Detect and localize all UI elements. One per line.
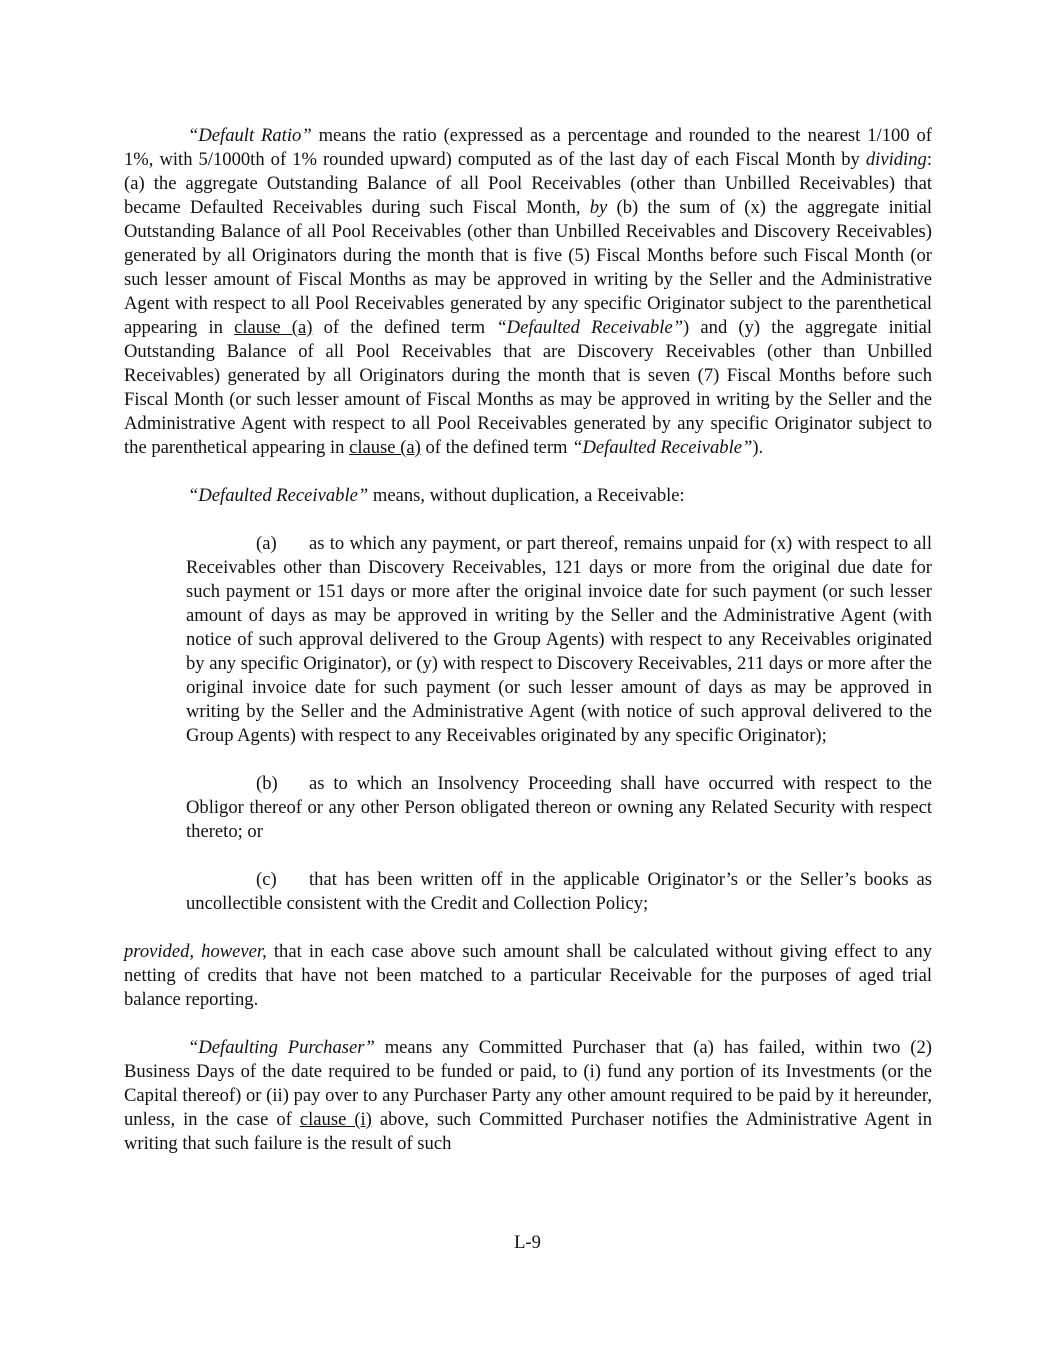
clause-a-reference: clause (a) xyxy=(234,317,313,338)
page-number: L-9 xyxy=(514,1232,541,1253)
defaulted-receivable-term: “Defaulted Receivable” xyxy=(188,485,369,506)
defaulted-receivable-item-b: (b) as to which an Insolvency Proceeding shall have occurred with respect to the Obligor thereof or any other Person obligated thereon or owning any Related Security with respect thereto; or xyxy=(186,773,932,842)
defaulted-receivable-item-c: (c) that has been written off in the applicable Originator’s or the Seller’s books as uncollectible consistent with the Credit and Collection Policy; xyxy=(186,869,932,914)
default-ratio-term: “Default Ratio” xyxy=(188,125,312,146)
proviso-paragraph: provided, however, that in each case above such amount shall be calculated without giving effect to any netting of credits that have not been matched to a particular Receivable for the purposes of aged trial balance reporting. xyxy=(124,941,932,1010)
item-label: (a) xyxy=(256,533,277,554)
defaulting-purchaser-paragraph: “Defaulting Purchaser” means any Committed Purchaser that (a) has failed, within two (2) Business Days of the date required to be funded or paid, to (i) fund any portion of its Investments (or the Capital thereof) or (ii) pay over to any Purchaser Party any other amount required to be paid by it hereunder, unless, in the case of clause (i) above, such Committed Purchaser notifies the Administrative Agent in writing that such failure is the result of such xyxy=(124,1037,932,1154)
defaulting-purchaser-term: “Defaulting Purchaser” xyxy=(188,1037,375,1058)
document-page xyxy=(124,124,932,1156)
default-ratio-paragraph: “Default Ratio” means the ratio (expressed as a percentage and rounded to the nearest 1/100 of 1%, with 5/1000th of 1% rounded upward) computed as of the last day of each Fiscal Month by dividing: (a) the aggregate Outstanding Balance of all Pool Receivables (other than Unbilled Receivables) that became Defaulted Receivables during such Fiscal Month, by (b) the sum of (x) the aggregate initial Outstanding Balance of all Pool Receivables (other than Unbilled Receivables and Discovery Receivables) generated by all Originators during the month that is five (5) Fiscal Months before such Fiscal Month (or such lesser amount of Fiscal Months as may be approved in writing by the Seller and the Administrative Agent with respect to all Pool Receivables generated by any specific Originator subject to the parenthetical appearing in clause (a) of the defined term “Defaulted Receivable”) and (y) the aggregate initial Outstanding Balance of all Pool Receivables that are Discovery Receivables (other than Unbilled Receivables) generated by all Originators during the month that is seven (7) Fiscal Months before such Fiscal Month (or such lesser amount of Fiscal Months as may be approved in writing by the Seller and the Administrative Agent with respect to all Pool Receivables generated by any specific Originator subject to the parenthetical appearing in clause (a) of the defined term “Defaulted Receivable”). xyxy=(124,125,932,458)
clause-i-reference: clause (i) xyxy=(299,1109,372,1130)
item-label: (c) xyxy=(256,869,277,890)
clause-a-reference: clause (a) xyxy=(349,437,421,458)
item-label: (b) xyxy=(256,773,278,794)
defaulted-receivable-item-a: (a) as to which any payment, or part thereof, remains unpaid for (x) with respect to all Receivables other than Discovery Receivables, 121 days or more from the original due date for such payment or 151 days or more after the original invoice date for such payment (or such lesser amount of days as may be approved in writing by the Seller and the Administrative Agent (with notice of such approval delivered to the Group Agents) with respect to any Receivables originated by any specific Originator), or (y) with respect to Discovery Receivables, 211 days or more after the original invoice date for such payment (or such lesser amount of days as may be approved in writing by the Seller and the Administrative Agent (with notice of such approval delivered to the Group Agents) with respect to any Receivables originated by any specific Originator); xyxy=(186,533,932,746)
defaulted-receivable-paragraph: “Defaulted Receivable” means, without duplication, a Receivable: xyxy=(188,485,685,506)
